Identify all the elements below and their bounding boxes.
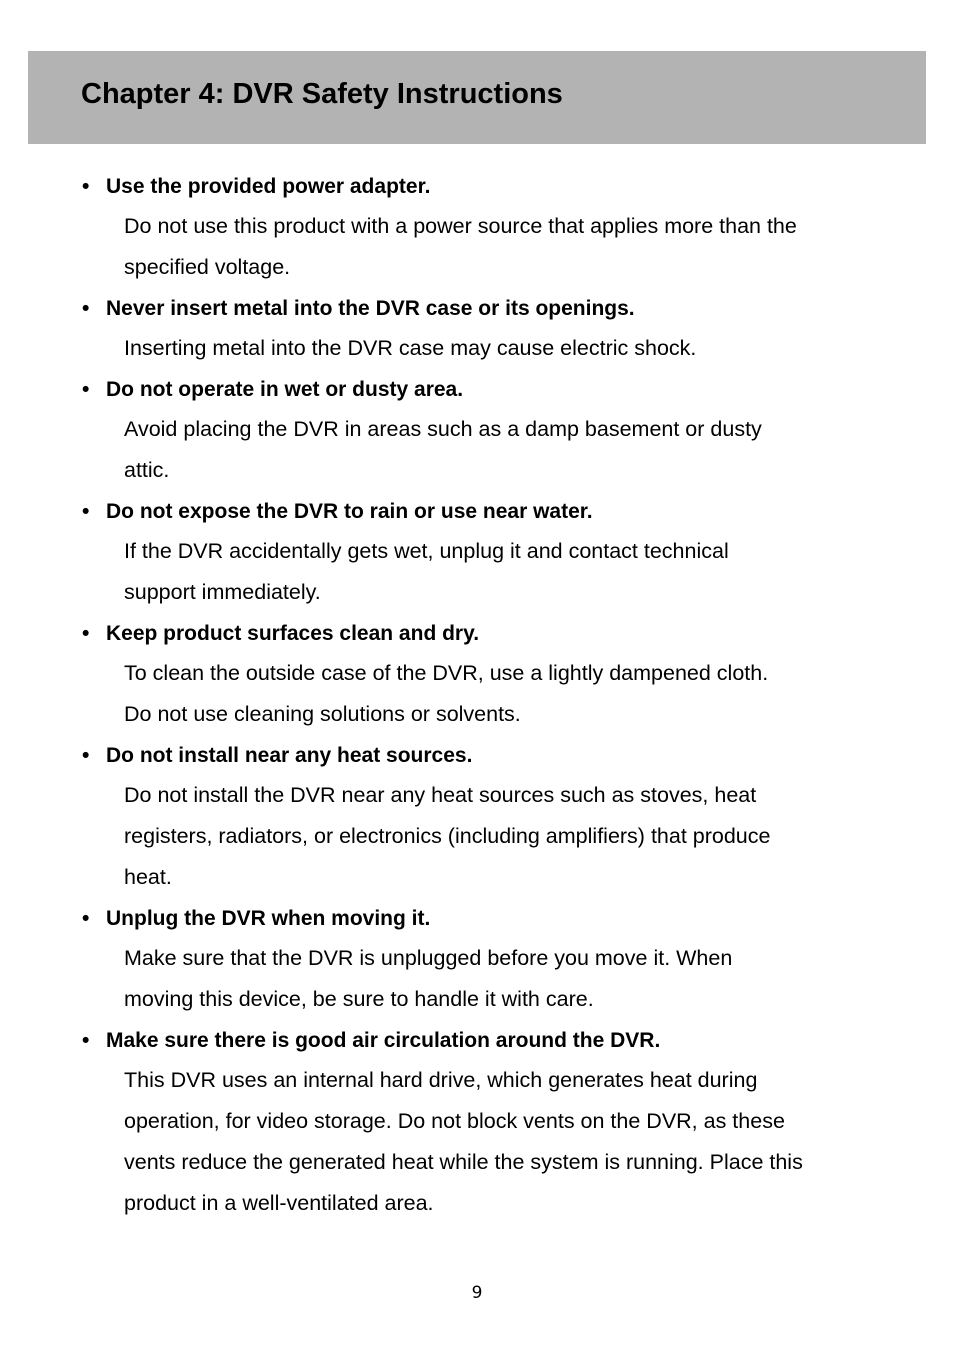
instruction-line: specified voltage. — [124, 255, 291, 279]
bullet: • — [82, 175, 90, 198]
instruction-line: If the DVR accidentally gets wet, unplug it and contact technical — [124, 539, 729, 563]
instruction-item — [82, 736, 882, 898]
instruction-heading-text: Keep product surfaces clean and dry. — [106, 622, 480, 645]
instruction-body — [124, 206, 882, 288]
instruction-item — [82, 289, 882, 369]
bullet: • — [82, 907, 90, 930]
instruction-body — [124, 531, 882, 613]
instruction-line: moving this device, be sure to handle it with care. — [124, 987, 594, 1011]
instruction-item — [82, 167, 882, 288]
instruction-heading — [82, 370, 882, 409]
instruction-heading — [82, 167, 882, 206]
instruction-item — [82, 614, 882, 735]
safety-instructions-list — [82, 167, 882, 1225]
instruction-line: product in a well-ventilated area. — [124, 1191, 434, 1215]
instruction-line: Do not use cleaning solutions or solvents. — [124, 702, 521, 726]
bullet: • — [82, 622, 90, 645]
instruction-line: registers, radiators, or electronics (including amplifiers) that produce — [124, 824, 771, 848]
instruction-heading — [82, 289, 882, 328]
instruction-body — [124, 653, 882, 735]
bullet: • — [82, 1029, 90, 1052]
instruction-item — [82, 1021, 882, 1224]
instruction-heading-text: Do not operate in wet or dusty area. — [106, 378, 464, 401]
instruction-line: Inserting metal into the DVR case may cause electric shock. — [124, 336, 697, 360]
chapter-title: Chapter 4: DVR Safety Instructions — [81, 78, 563, 110]
instruction-body — [124, 938, 882, 1020]
instruction-body — [124, 328, 882, 369]
instruction-line: support immediately. — [124, 580, 321, 604]
bullet: • — [82, 297, 90, 320]
page-number: 9 — [471, 1283, 483, 1303]
instruction-heading — [82, 899, 882, 938]
instruction-heading — [82, 614, 882, 653]
instruction-item — [82, 370, 882, 491]
instruction-heading-text: Use the provided power adapter. — [106, 175, 431, 198]
instruction-line: attic. — [124, 458, 170, 482]
instruction-line: This DVR uses an internal hard drive, which generates heat during — [124, 1068, 758, 1092]
instruction-heading-text: Do not install near any heat sources. — [106, 744, 473, 767]
instruction-body — [124, 775, 882, 898]
bullet: • — [82, 378, 90, 401]
instruction-heading-text: Do not expose the DVR to rain or use near water. — [106, 500, 593, 523]
chapter-banner — [28, 51, 926, 144]
instruction-body — [124, 1060, 882, 1224]
instruction-line: operation, for video storage. Do not block vents on the DVR, as these — [124, 1109, 785, 1133]
instruction-line: vents reduce the generated heat while the system is running. Place this — [124, 1150, 803, 1174]
instruction-heading — [82, 736, 882, 775]
instruction-heading-text: Make sure there is good air circulation around the DVR. — [106, 1029, 661, 1052]
instruction-line: Do not use this product with a power source that applies more than the — [124, 214, 797, 238]
instruction-line: Make sure that the DVR is unplugged before you move it. When — [124, 946, 733, 970]
instruction-line: heat. — [124, 865, 172, 889]
instruction-line: To clean the outside case of the DVR, use a lightly dampened cloth. — [124, 661, 769, 685]
instruction-line: Do not install the DVR near any heat sources such as stoves, heat — [124, 783, 757, 807]
instruction-heading — [82, 1021, 882, 1060]
bullet: • — [82, 744, 90, 767]
instruction-item — [82, 492, 882, 613]
instruction-body — [124, 409, 882, 491]
instruction-heading-text: Unplug the DVR when moving it. — [106, 907, 431, 930]
instruction-heading — [82, 492, 882, 531]
instruction-heading-text: Never insert metal into the DVR case or its openings. — [106, 297, 635, 320]
instruction-line: Avoid placing the DVR in areas such as a damp basement or dusty — [124, 417, 762, 441]
bullet: • — [82, 500, 90, 523]
instruction-item — [82, 899, 882, 1020]
